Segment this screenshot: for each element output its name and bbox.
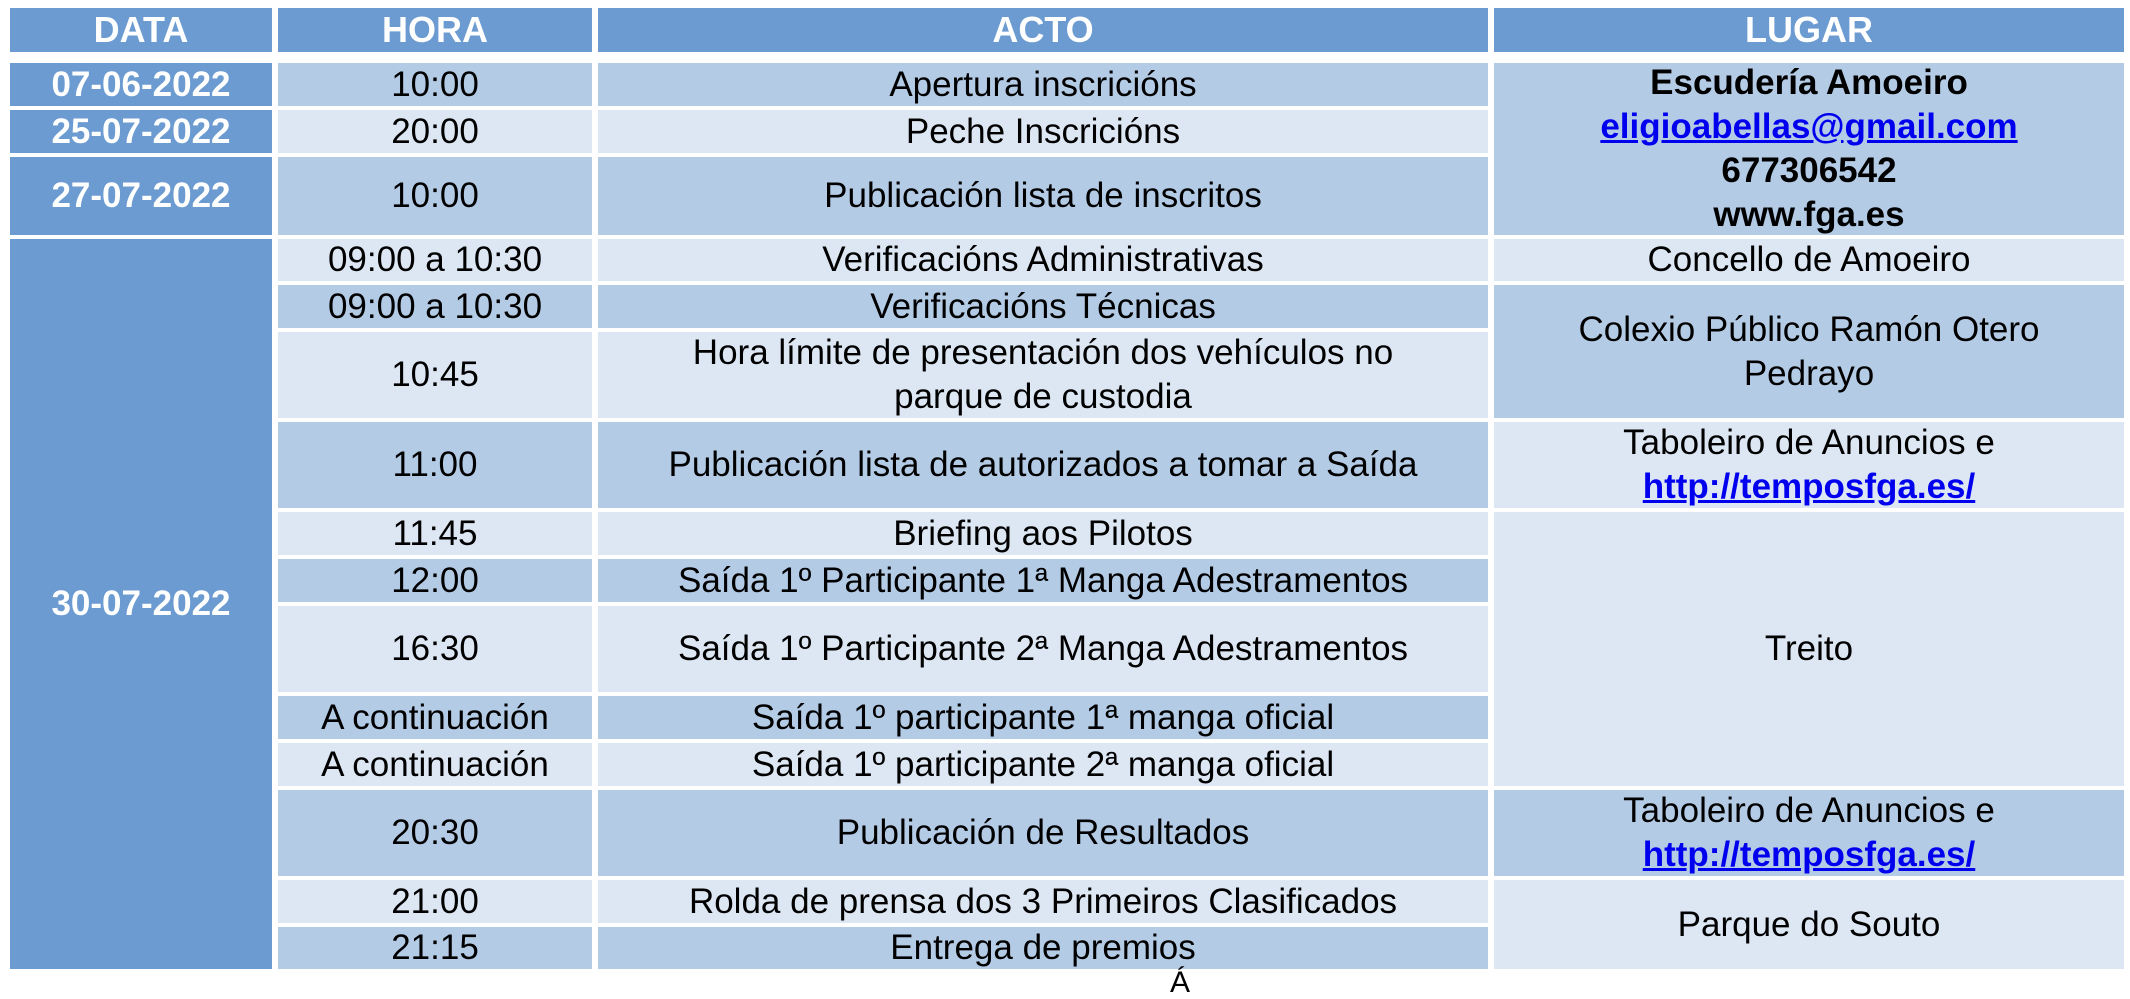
taboleiro-text: Taboleiro de Anuncios e [1623,423,1995,462]
organizer-email-link[interactable]: eligioabellas@gmail.com [1600,107,2018,146]
lugar-taboleiro [1494,422,2124,508]
temposfga-link[interactable]: http://temposfga.es/ [1642,467,1976,506]
hora-cell: 20:30 [278,790,592,876]
header-hora: HORA [278,8,592,52]
date-cell: 25-07-2022 [10,110,272,153]
header-acto: ACTO [598,8,1488,52]
date-cell: 30-07-2022 [10,239,272,969]
acto-cell: Entrega de premios [598,927,1488,969]
hora-cell: 11:00 [278,422,592,508]
acto-cell: Verificacións Técnicas [598,285,1488,328]
acto-cell: Saída 1º Participante 2ª Manga Adestramentos [598,606,1488,692]
organizer-name: Escudería Amoeiro [1650,63,1968,102]
acto-cell: Apertura inscricións [598,63,1488,106]
lugar-colexio [1494,285,2124,418]
hora-cell: A continuación [278,696,592,739]
date-cell: 07-06-2022 [10,63,272,106]
hora-cell: 12:00 [278,559,592,602]
hora-cell: 10:00 [278,157,592,235]
acto-line: parque de custodia [894,377,1192,416]
hora-cell: 09:00 a 10:30 [278,239,592,281]
hora-cell: 21:15 [278,927,592,969]
organizer-phone: 677306542 [1721,151,1897,190]
hora-cell: 11:45 [278,512,592,555]
header-lugar: LUGAR [1494,8,2124,52]
acto-cell: Rolda de prensa dos 3 Primeiros Clasificados [598,880,1488,923]
lugar-organizer [1494,63,2124,235]
lugar-treito: Treito [1494,512,2124,786]
header-data: DATA [10,8,272,52]
acto-cell: Verificacións Administrativas [598,239,1488,281]
hora-cell: 10:00 [278,63,592,106]
taboleiro-text: Taboleiro de Anuncios e [1623,791,1995,830]
acto-cell: Briefing aos Pilotos [598,512,1488,555]
acto-cell: Saída 1º participante 2ª manga oficial [598,743,1488,786]
colexio-line: Pedrayo [1743,353,1875,393]
hora-cell: 16:30 [278,606,592,692]
acto-cell: Publicación lista de inscritos [598,157,1488,235]
colexio-line: Colexio Público Ramón Otero [1578,309,2040,349]
hora-cell: 10:45 [278,332,592,418]
temposfga-link[interactable]: http://temposfga.es/ [1642,835,1976,874]
acto-cell: Saída 1º Participante 1ª Manga Adestramentos [598,559,1488,602]
date-cell: 27-07-2022 [10,157,272,235]
lugar-parque: Parque do Souto [1494,880,2124,969]
organizer-web: www.fga.es [1713,195,1905,234]
hora-cell: 20:00 [278,110,592,153]
acto-cell: Saída 1º participante 1ª manga oficial [598,696,1488,739]
acto-line: Hora límite de presentación dos vehículos no [692,333,1394,372]
acto-cell: Publicación de Resultados [598,790,1488,876]
hora-cell: A continuación [278,743,592,786]
lugar-concello: Concello de Amoeiro [1494,239,2124,281]
acto-cell: Peche Inscricións [598,110,1488,153]
cutoff-text: Á [1170,966,1191,999]
lugar-taboleiro [1494,790,2124,876]
hora-cell: 09:00 a 10:30 [278,285,592,328]
acto-cell [598,332,1488,418]
hora-cell: 21:00 [278,880,592,923]
acto-cell: Publicación lista de autorizados a tomar a Saída [598,422,1488,508]
